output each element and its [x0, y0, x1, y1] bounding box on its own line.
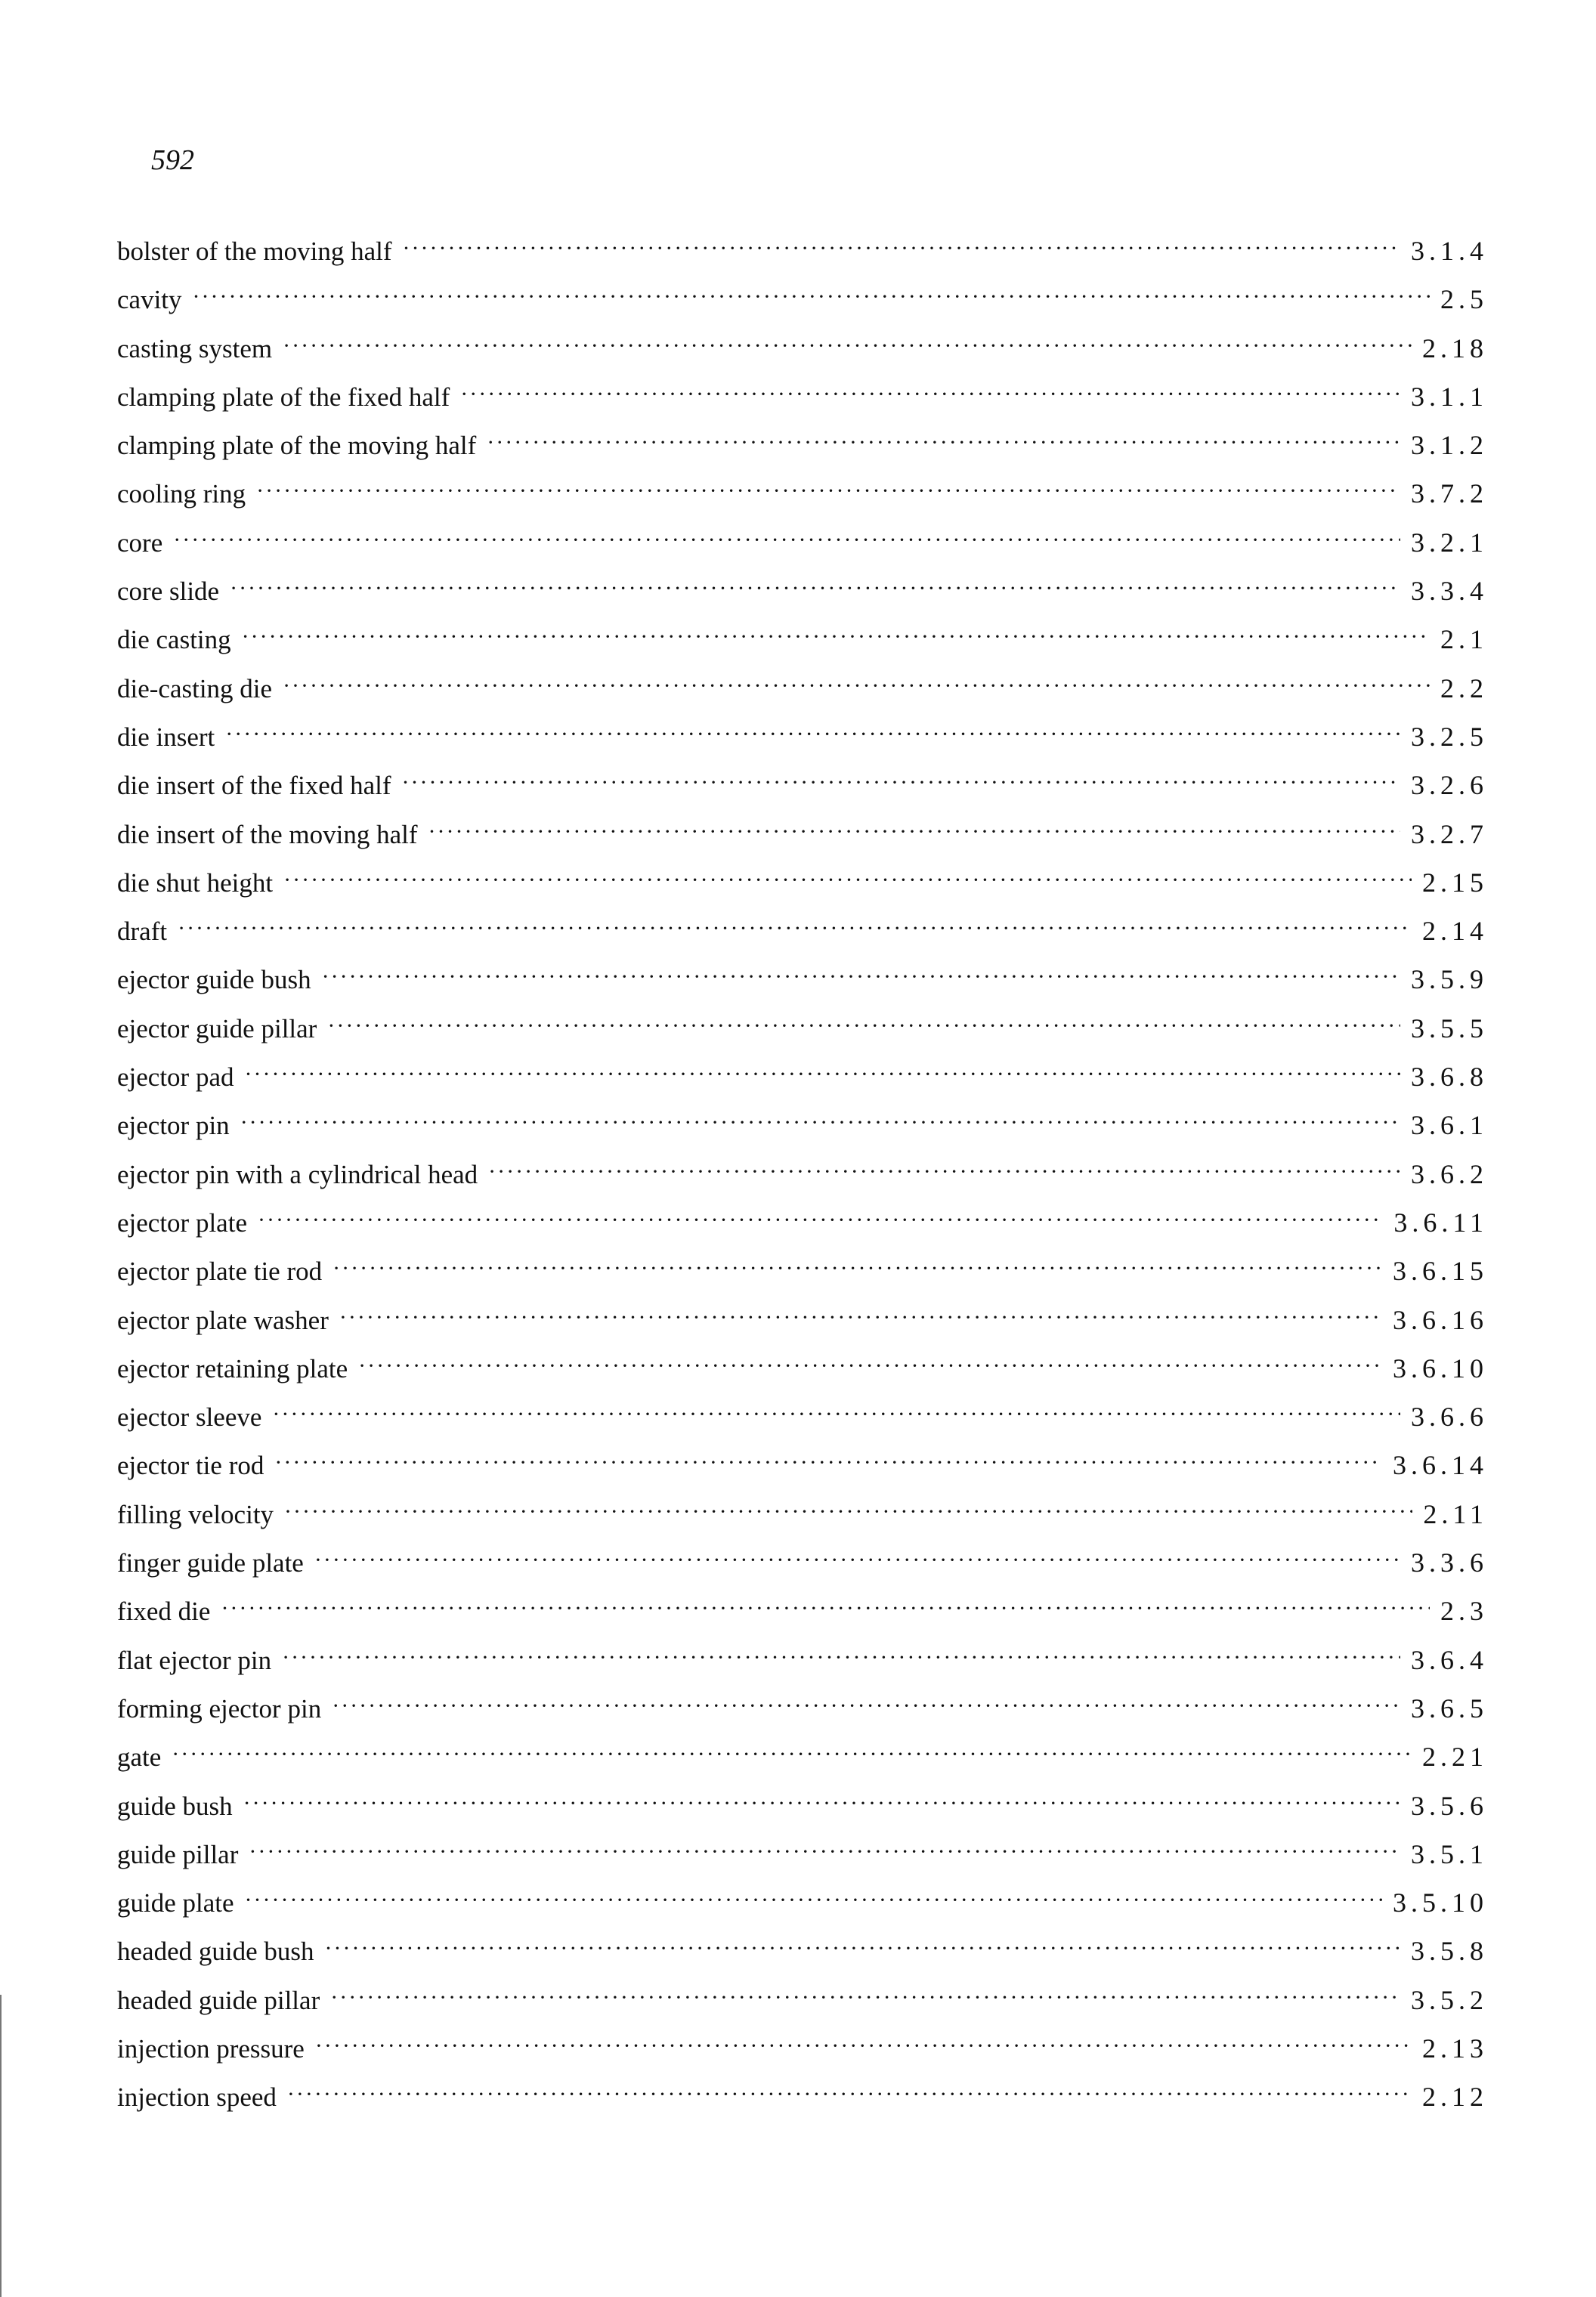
- index-reference: 3.6.11: [1393, 1207, 1488, 1238]
- index-reference: 3.6.1: [1411, 1110, 1488, 1141]
- dot-leader: [487, 417, 1400, 467]
- index-reference: 2.12: [1422, 2082, 1488, 2113]
- index-term: fixed die: [117, 1597, 211, 1627]
- index-term: ejector pin: [117, 1111, 230, 1141]
- dot-leader: [358, 1340, 1382, 1390]
- index-entry: [117, 907, 1488, 955]
- index-reference: 3.6.10: [1393, 1353, 1488, 1383]
- index-entry: [117, 1782, 1488, 1830]
- index-reference: 3.5.10: [1393, 1887, 1488, 1918]
- dot-leader: [283, 660, 1430, 710]
- index-entry: [117, 615, 1488, 663]
- dot-leader: [403, 223, 1400, 273]
- index-term: ejector guide bush: [117, 965, 311, 995]
- index-reference: 3.5.5: [1411, 1012, 1488, 1043]
- index-term: die insert: [117, 722, 215, 752]
- index-reference: 3.6.2: [1411, 1158, 1488, 1189]
- dot-leader: [230, 563, 1400, 613]
- index-entry: [117, 1927, 1488, 1975]
- index-list: [117, 227, 1488, 2122]
- index-term: core slide: [117, 577, 220, 607]
- index-entry: [117, 1393, 1488, 1441]
- index-entry: [117, 1441, 1488, 1489]
- index-term: ejector plate tie rod: [117, 1257, 323, 1287]
- index-reference: 2.13: [1422, 2033, 1488, 2064]
- index-entry: [117, 1053, 1488, 1101]
- index-entry: [117, 1636, 1488, 1684]
- dot-leader: [322, 951, 1400, 1001]
- index-entry: [117, 858, 1488, 907]
- index-entry: [117, 1296, 1488, 1344]
- index-term: headed guide pillar: [117, 1985, 320, 2015]
- index-reference: 2.14: [1422, 916, 1488, 947]
- index-entry: [117, 421, 1488, 469]
- index-entry: [117, 664, 1488, 713]
- index-entry: [117, 1733, 1488, 1781]
- index-term: clamping plate of the moving half: [117, 431, 477, 461]
- page-number: 592: [151, 144, 194, 176]
- index-reference: 3.6.4: [1411, 1644, 1488, 1675]
- index-term: die insert of the moving half: [117, 819, 418, 849]
- index-term: die-casting die: [117, 673, 273, 703]
- index-reference: 3.6.15: [1393, 1256, 1488, 1287]
- index-reference: 3.6.16: [1393, 1304, 1488, 1335]
- index-term: ejector sleeve: [117, 1402, 262, 1433]
- index-reference: 3.5.6: [1411, 1790, 1488, 1821]
- index-term: ejector guide pillar: [117, 1013, 317, 1043]
- index-reference: 3.5.1: [1411, 1838, 1488, 1869]
- index-term: ejector plate washer: [117, 1305, 329, 1335]
- index-entry: [117, 1004, 1488, 1053]
- index-entry: [117, 2024, 1488, 2073]
- index-reference: 2.3: [1440, 1596, 1488, 1627]
- index-term: draft: [117, 917, 168, 947]
- index-reference: 3.6.8: [1411, 1062, 1488, 1093]
- dot-leader: [172, 1729, 1412, 1779]
- dot-leader: [282, 1632, 1400, 1682]
- index-reference: 3.3.4: [1411, 576, 1488, 607]
- index-entry: [117, 1538, 1488, 1587]
- index-entry: [117, 1976, 1488, 2024]
- dot-leader: [402, 757, 1400, 807]
- index-reference: 3.6.5: [1411, 1693, 1488, 1724]
- index-entry: [117, 1830, 1488, 1878]
- dot-leader: [173, 515, 1400, 564]
- index-term: ejector retaining plate: [117, 1353, 348, 1383]
- index-term: guide bush: [117, 1791, 233, 1821]
- index-reference: 3.7.2: [1411, 478, 1488, 509]
- index-entry: [117, 810, 1488, 858]
- index-term: clamping plate of the fixed half: [117, 382, 450, 412]
- dot-leader: [332, 1243, 1382, 1293]
- index-term: cavity: [117, 285, 182, 315]
- index-term: guide pillar: [117, 1839, 239, 1869]
- index-reference: 3.2.1: [1411, 527, 1488, 558]
- index-term: cooling ring: [117, 479, 246, 509]
- dot-leader: [178, 903, 1412, 953]
- index-entry: [117, 227, 1488, 275]
- dot-leader: [258, 1195, 1383, 1244]
- index-reference: 2.21: [1422, 1742, 1488, 1773]
- index-entry: [117, 469, 1488, 518]
- dot-leader: [327, 1000, 1400, 1050]
- dot-leader: [249, 1826, 1400, 1876]
- index-term: headed guide bush: [117, 1937, 314, 1967]
- index-reference: 3.1.1: [1411, 381, 1488, 412]
- index-term: bolster of the moving half: [117, 237, 392, 266]
- index-term: guide plate: [117, 1888, 234, 1918]
- dot-leader: [272, 1389, 1400, 1439]
- dot-leader: [283, 855, 1412, 904]
- index-entry: [117, 2073, 1488, 2121]
- index-entry: [117, 1198, 1488, 1247]
- index-reference: 3.1.4: [1411, 236, 1488, 266]
- index-term: die shut height: [117, 867, 274, 898]
- index-reference: 2.11: [1423, 1498, 1488, 1529]
- index-term: forming ejector pin: [117, 1693, 322, 1724]
- index-reference: 3.1.2: [1411, 430, 1488, 461]
- scan-edge-line: [0, 1995, 2, 2297]
- dot-leader: [460, 369, 1400, 419]
- index-entry: [117, 1684, 1488, 1733]
- dot-leader: [284, 1486, 1412, 1536]
- dot-leader: [428, 806, 1400, 856]
- dot-leader: [274, 1437, 1382, 1487]
- index-entry: [117, 518, 1488, 567]
- index-term: gate: [117, 1742, 162, 1773]
- dot-leader: [245, 1049, 1401, 1099]
- dot-leader: [332, 1680, 1400, 1730]
- dot-leader: [324, 1923, 1400, 1973]
- index-entry: [117, 761, 1488, 809]
- index-term: injection speed: [117, 2082, 277, 2113]
- index-entry: [117, 1878, 1488, 1927]
- index-term: die insert of the fixed half: [117, 771, 391, 801]
- index-reference: 2.2: [1440, 672, 1488, 703]
- index-entry: [117, 1587, 1488, 1635]
- dot-leader: [240, 1097, 1400, 1147]
- index-entry: [117, 1150, 1488, 1198]
- index-term: filling velocity: [117, 1499, 274, 1529]
- dot-leader: [245, 1875, 1382, 1924]
- index-entry: [117, 1344, 1488, 1393]
- index-reference: 3.2.5: [1411, 721, 1488, 752]
- index-term: ejector pad: [117, 1062, 234, 1093]
- dot-leader: [283, 320, 1412, 370]
- index-entry: [117, 1247, 1488, 1295]
- index-term: flat ejector pin: [117, 1645, 272, 1675]
- index-reference: 2.18: [1422, 332, 1488, 363]
- index-entry: [117, 373, 1488, 421]
- index-reference: 2.5: [1440, 284, 1488, 315]
- dot-leader: [315, 2020, 1412, 2070]
- index-reference: 2.1: [1440, 624, 1488, 655]
- dot-leader: [314, 1535, 1400, 1584]
- index-entry: [117, 1101, 1488, 1149]
- index-term: casting system: [117, 333, 273, 363]
- index-entry: [117, 324, 1488, 373]
- index-reference: 2.15: [1422, 867, 1488, 898]
- index-reference: 3.2.7: [1411, 818, 1488, 849]
- index-term: injection pressure: [117, 2033, 305, 2064]
- index-reference: 3.5.2: [1411, 1984, 1488, 2015]
- index-reference: 3.6.6: [1411, 1402, 1488, 1433]
- index-reference: 3.6.14: [1393, 1450, 1488, 1481]
- index-term: die casting: [117, 625, 231, 655]
- dot-leader: [193, 271, 1430, 321]
- dot-leader: [330, 1972, 1400, 2022]
- dot-leader: [256, 465, 1400, 515]
- index-entry: [117, 955, 1488, 1003]
- index-reference: 3.5.9: [1411, 964, 1488, 995]
- index-reference: 3.5.8: [1411, 1936, 1488, 1967]
- dot-leader: [488, 1146, 1400, 1196]
- dot-leader: [287, 2069, 1412, 2119]
- index-entry: [117, 1490, 1488, 1538]
- dot-leader: [221, 1583, 1430, 1633]
- index-entry: [117, 567, 1488, 615]
- dot-leader: [242, 611, 1430, 661]
- dot-leader: [225, 709, 1400, 759]
- index-term: finger guide plate: [117, 1548, 304, 1578]
- index-term: ejector tie rod: [117, 1451, 264, 1481]
- index-reference: 3.3.6: [1411, 1547, 1488, 1578]
- index-term: core: [117, 527, 163, 558]
- dot-leader: [243, 1778, 1400, 1828]
- index-entry: [117, 713, 1488, 761]
- index-reference: 3.2.6: [1411, 770, 1488, 801]
- dot-leader: [339, 1292, 1382, 1342]
- index-entry: [117, 275, 1488, 323]
- index-term: ejector plate: [117, 1207, 247, 1238]
- index-term: ejector pin with a cylindrical head: [117, 1159, 478, 1189]
